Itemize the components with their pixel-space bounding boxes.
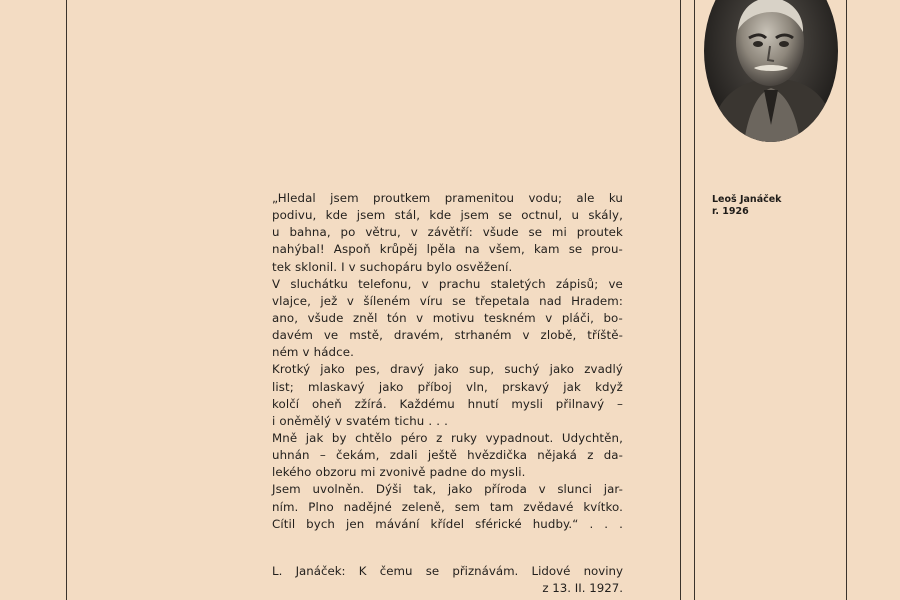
quote-line: list; mlaskavý jako příboj vln, prskavý jak když <box>272 379 623 394</box>
source-line-2: z 13. II. 1927. <box>542 581 623 596</box>
quote-line: Cítil bych jen mávání křídel sférické hudby.“ . . . <box>272 516 623 531</box>
portrait-photo <box>704 0 838 142</box>
quote-line: lekého obzoru mi zvonivě padne do mysli. <box>272 465 526 480</box>
quote-line: i oněmělý v svatém tichu . . . <box>272 413 448 428</box>
quote-line: uhnán – čekám, zdali ještě hvězdička nějaká z da- <box>272 448 623 463</box>
quote-line: vlajce, jež v šíleném víru se třepetala nad Hradem: <box>272 293 623 308</box>
quote-line: „Hledal jsem proutkem pramenitou vodu; ale ku <box>272 191 623 205</box>
quote-line: u bahna, po větru, v závětří: všude se mi proutek <box>272 225 623 240</box>
quote-line: V sluchátku telefonu, v prachu staletých zápisů; ve <box>272 276 623 291</box>
caption-name: Leoš Janáček <box>712 194 782 205</box>
left-border-line <box>66 0 67 600</box>
quote-line: podivu, kde jsem stál, kde jsem se octnul, u skály, <box>272 208 623 223</box>
column-border-line <box>694 0 695 600</box>
quote-line: ním. Plno nadějné zeleně, sem tam zvědavé kvítko. <box>272 499 623 514</box>
quote-line: Krotký jako pes, dravý jako sup, suchý jako zvadlý <box>272 362 623 377</box>
quote-line: kolčí oheň zžírá. Každému hnutí mysli přilnavý – <box>272 396 623 411</box>
caption-year: r. 1926 <box>712 206 749 217</box>
portrait-icon <box>704 0 838 142</box>
quote-line: nahýbal! Aspoň krůpěj lpěla na všem, kam se prou- <box>272 242 623 257</box>
quote-text <box>272 190 623 533</box>
quote-line: Jsem uvolněn. Dýši tak, jako příroda v slunci jar- <box>272 482 623 497</box>
source-citation <box>272 563 623 597</box>
center-border-line <box>680 0 681 600</box>
quote-line: Mně jak by chtělo péro z ruky vypadnout. Udychtěn, <box>272 430 623 445</box>
quote-line: tek sklonil. I v suchopáru bylo osvěžení. <box>272 259 513 274</box>
right-border-line <box>846 0 847 600</box>
quote-line: ném v hádce. <box>272 345 354 360</box>
source-line-1: L. Janáček: K čemu se přiznávám. Lidové noviny <box>272 564 623 578</box>
portrait-caption <box>712 194 782 218</box>
quote-line: ano, všude zněl tón v motivu teskném v pláči, bo- <box>272 310 623 325</box>
quote-line: davém ve mstě, dravém, strhaném v zlobě, tříště- <box>272 328 623 343</box>
